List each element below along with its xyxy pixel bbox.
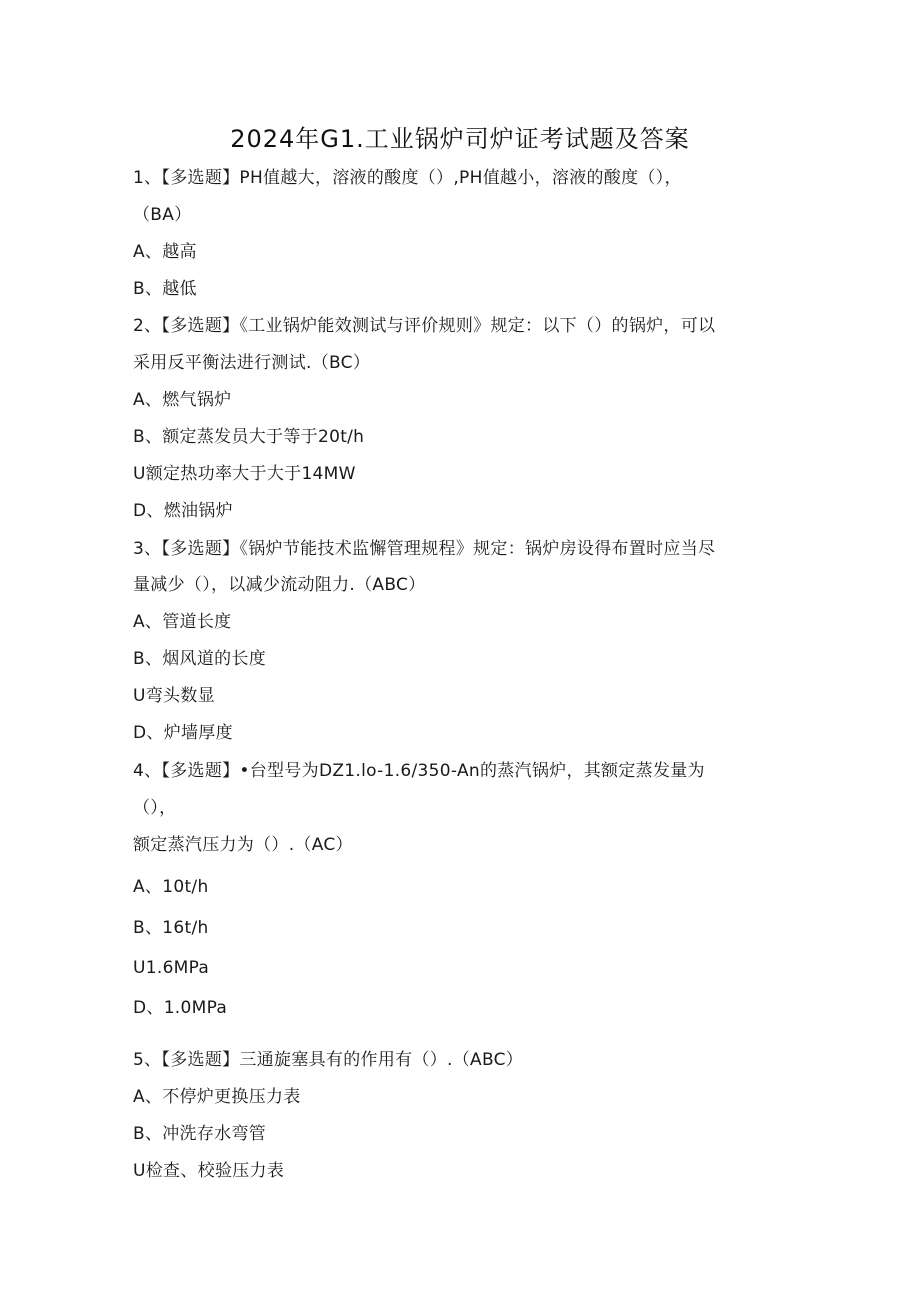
question-4-option-b: B、16t∕h (133, 918, 209, 938)
question-3-option-a: A、管道长度 (133, 612, 232, 632)
question-2-option-a: A、燃气锅炉 (133, 390, 232, 410)
question-2-option-c: U额定热功率大于大于14MW (133, 464, 356, 484)
question-5-option-c: U检查、校验压力表 (133, 1161, 285, 1181)
question-3-option-c: U弯头数显 (133, 686, 215, 706)
question-5-stem: 5、【多选题】三通旋塞具有的作用有（）.（ABC） (133, 1050, 524, 1070)
question-2-option-d: D、燃油锅炉 (133, 501, 233, 521)
question-4-option-d: D、1.0MPa (133, 998, 228, 1018)
document-title: 2024年G1.工业锅炉司炉证考试题及答案 (230, 125, 690, 153)
question-2-option-b: B、额定蒸发员大于等于20t∕h (133, 427, 365, 447)
question-4-option-a: A、10t∕h (133, 877, 209, 897)
question-3-option-b: B、烟风道的长度 (133, 649, 267, 669)
question-4-stem-cont: （）， (133, 798, 177, 818)
question-3-stem-cont: 量减少（），以减少流动阻力.（ABC） (133, 575, 426, 595)
question-2-stem-cont: 采用反平衡法进行测试.（BC） (133, 353, 371, 373)
question-4-stem: 4、【多选题】•台型号为DZ1.lo-1.6/350-An的蒸汽锅炉，其额定蒸发量为 (133, 761, 705, 781)
question-1-answer: （BA） (133, 205, 192, 225)
question-2-stem: 2、【多选题】《工业锅炉能效测试与评价规则》规定：以下（）的锅炉，可以 (133, 316, 716, 336)
question-3-stem: 3、【多选题】《锅炉节能技术监懈管理规程》规定：锅炉房设得布置时应当尽 (133, 539, 716, 559)
question-1-option-a: A、越高 (133, 242, 197, 262)
question-4-option-c: U1.6MPa (133, 958, 210, 978)
question-3-option-d: D、炉墙厚度 (133, 723, 233, 743)
question-1-stem: 1、【多选题】PH值越大，溶液的酸度（）,PH值越小，溶液的酸度（）， (133, 168, 682, 188)
question-1-option-b: B、越低 (133, 279, 197, 299)
question-5-option-b: B、冲洗存水弯管 (133, 1124, 267, 1144)
question-5-option-a: A、不停炉更换压力表 (133, 1087, 301, 1107)
question-4-stem-cont-2: 额定蒸汽压力为（）.（AC） (133, 835, 353, 855)
